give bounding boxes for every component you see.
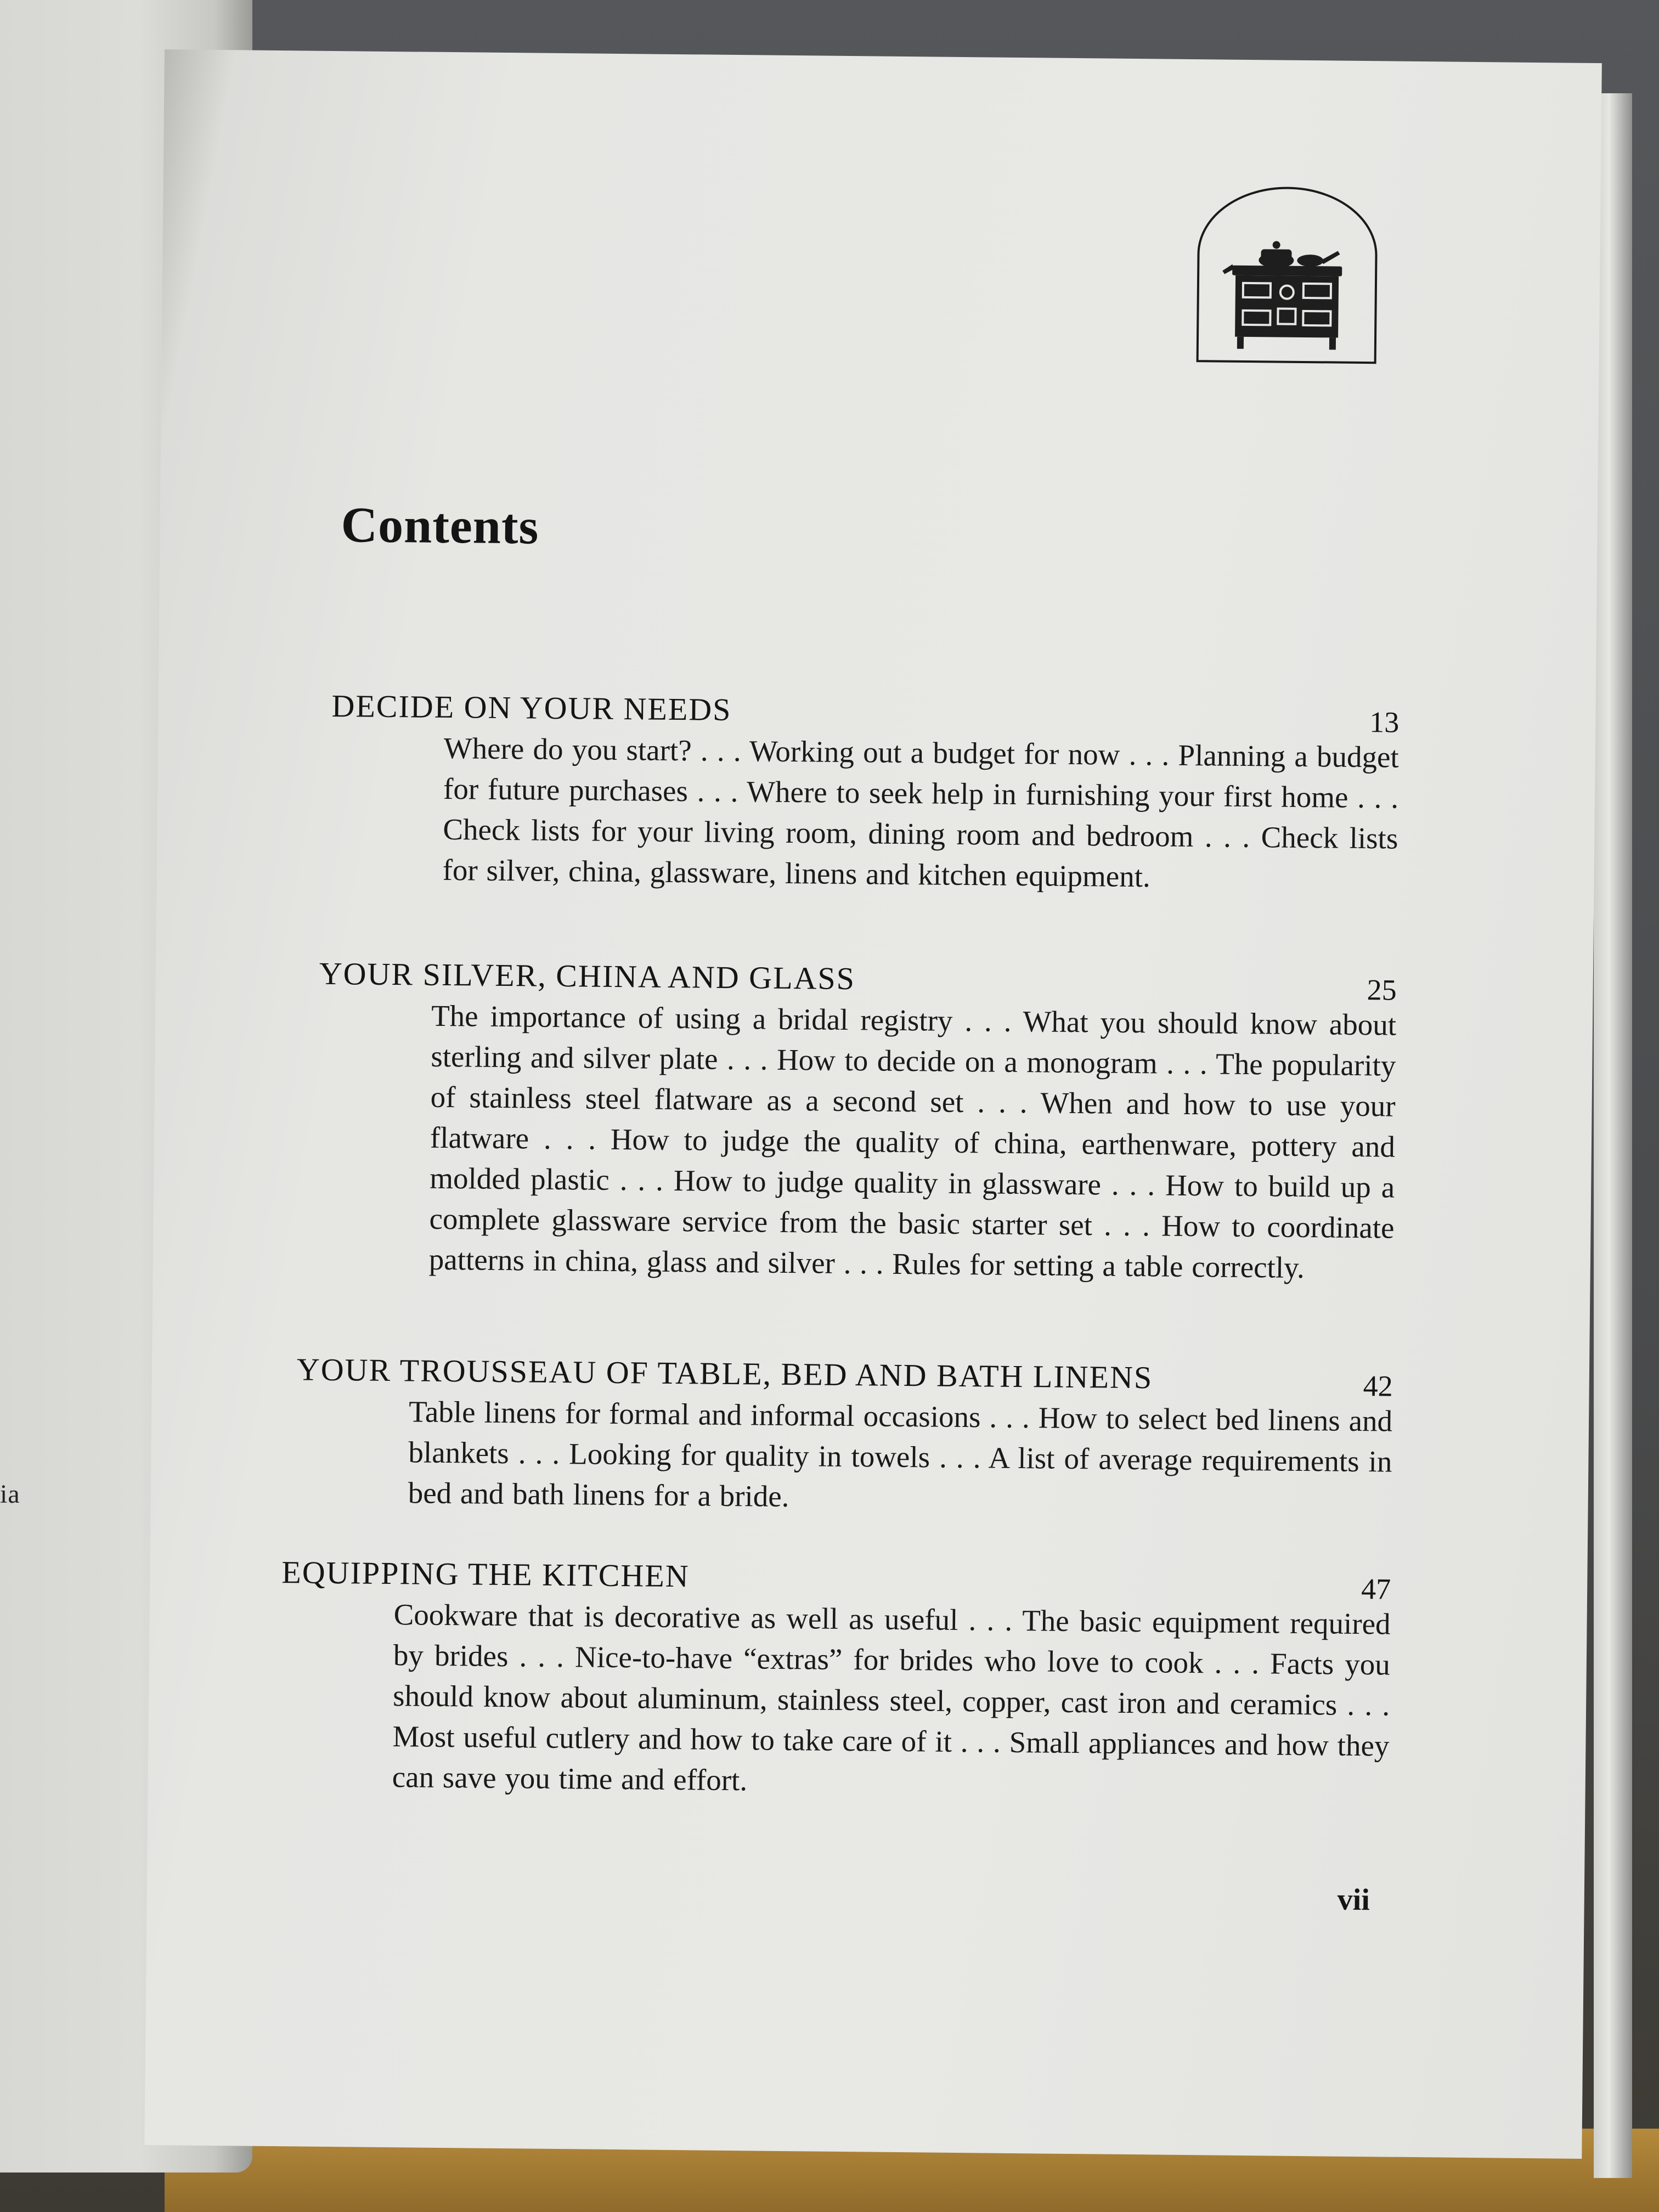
toc-entry-title: YOUR SILVER, CHINA AND GLASS — [319, 955, 856, 997]
contents-page — [144, 49, 1602, 2159]
toc-entry-page-number: 42 — [1363, 1369, 1393, 1403]
toc-entry-silver-china-glass — [317, 955, 1397, 1289]
toc-entry-description: Cookware that is decorative as well as useful . . . The basic equipment required by brides . . . Nice-to-have “extras” for brides who love to cook . . . Facts you should know about aluminum, stainless steel, copper, cast iron and ceramics . . . Most useful cutlery and how to take care of it . . . Small appliances and how they can save you time and effort. — [392, 1598, 1391, 1797]
toc-entry-title: YOUR TROUSSEAU OF TABLE, BED AND BATH LINENS — [296, 1351, 1153, 1396]
toc-entry-page-number: 13 — [1369, 706, 1400, 739]
toc-entry-description: The importance of using a bridal registry . . . What you should know about sterling and silver plate . . . How to decide on a monogram . . . The popularity of stainless steel flatware as a second set . . . When and how to use your flatware . . . How to judge the quality of china, earthenware, pottery and molded plastic . . . How to judge quality in glassware . . . How to build up a complete glassware service from the basic starter set . . . How to coordinate patterns in china, glass and silver . . . Rules for setting a table correctly. — [428, 998, 1397, 1285]
toc-entry-title: EQUIPPING THE KITCHEN — [281, 1554, 690, 1594]
toc-entry-description: Where do you start? . . . Working out a budget for now . . . Planning a budget for future purchases . . . Where to seek help in furnishing your first home . . . Check lists for your living room, dining room and bedroom . . . Check lists for silver, china, glassware, linens and kitchen equipment. — [442, 731, 1400, 894]
left-page-text-fragment: ia — [0, 1480, 20, 1509]
page-title: Contents — [341, 496, 539, 555]
page-stack-edge — [1594, 93, 1632, 2178]
toc-entry-page-number: 47 — [1361, 1572, 1391, 1606]
toc-entry-decide-needs — [330, 687, 1399, 900]
toc-entry-page-number: 25 — [1367, 973, 1397, 1007]
toc-entry-trousseau-linens — [295, 1351, 1393, 1522]
page-folio-number: vii — [1337, 1882, 1370, 1917]
antique-stove-icon — [1193, 183, 1381, 365]
toc-entry-equipping-kitchen — [279, 1554, 1391, 1807]
toc-entry-description: Table linens for formal and informal occasions . . . How to select bed linens and blankets . . . Looking for quality in towels . . . A list of average requirements in bed and bath linens for a bride. — [408, 1395, 1393, 1514]
toc-entry-title: DECIDE ON YOUR NEEDS — [331, 687, 732, 727]
